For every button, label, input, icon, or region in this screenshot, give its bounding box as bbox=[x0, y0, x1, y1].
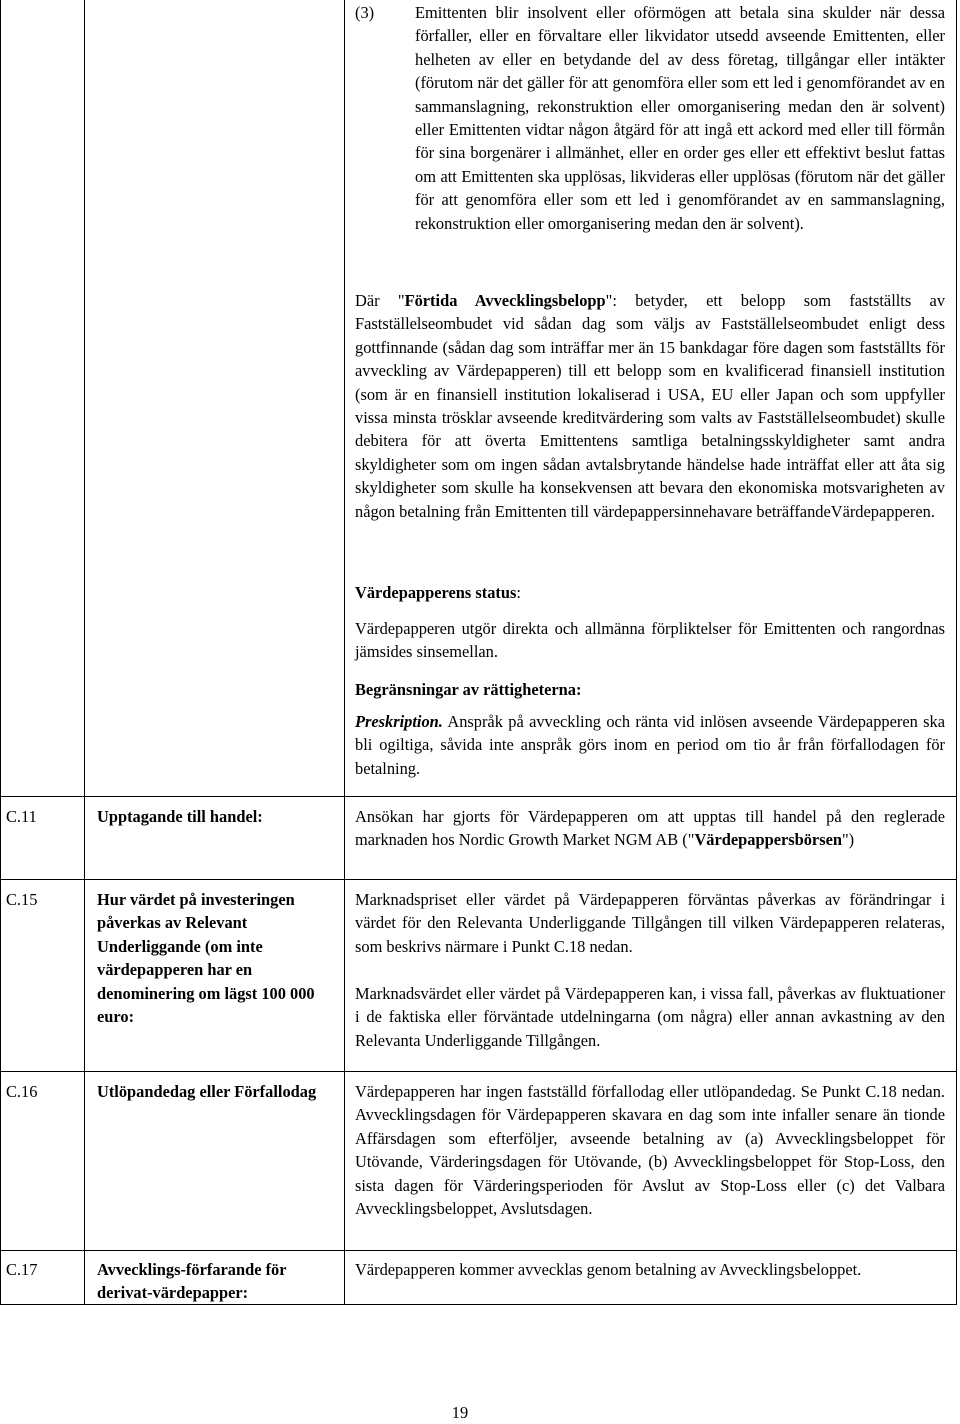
row-divider bbox=[0, 1071, 957, 1072]
restrictions-heading-text: Begränsningar av rättigheterna: bbox=[355, 680, 582, 699]
row-code: C.11 bbox=[6, 807, 37, 826]
restrictions-heading bbox=[355, 678, 945, 701]
row-code: C.17 bbox=[6, 1260, 38, 1279]
status-heading: Värdepapperens status: bbox=[355, 583, 521, 602]
row-content: Marknadspriset eller värdet på Värdepapperen förväntas påverkas av förändringar i värdet för den Relevanta Underliggande Tillgången till vilken Värdepapperen relateras, som beskrivs närmare i Punkt C.18 nedan. bbox=[355, 890, 945, 956]
definition-paragraph bbox=[355, 289, 945, 523]
table-label-column-border bbox=[344, 0, 345, 1305]
definition-prefix: Där " bbox=[355, 291, 405, 310]
list-item-number: (3) bbox=[355, 3, 375, 22]
row-label: Avvecklings-förfarande för derivat-värdepapper: bbox=[97, 1260, 287, 1303]
row-code: C.16 bbox=[6, 1082, 38, 1101]
table-right-border bbox=[956, 0, 957, 1305]
prescription-term: Preskription. bbox=[355, 712, 443, 731]
status-paragraph: Värdepapperen utgör direkta och allmänna förpliktelser för Emittenten och rangordnas jämsides sinsemellan. bbox=[355, 619, 945, 662]
status-heading-text: Värdepapperens status bbox=[355, 583, 517, 602]
row-label: Upptagande till handel: bbox=[97, 807, 263, 826]
list-item-text: Emittenten blir insolvent eller oförmögen att betala sina skulder när dessa förfaller, eller en förvaltare eller likvidator utsedd avseende Emittenten, eller helheten av eller en betydande del av dess företag, tillgångar eller intäkter (förutom när det gäller för att genomföra eller som ett led i genomförandet av en sammanslagning, rekonstruktion eller omorganisering medan den är solvent) eller Emittenten vidtar någon åtgärd för att ingå ett ackord med eller till förmån för sina borgenärer i allmänhet, eller en order ges eller ett effektivt beslut fattas om att Emittenten ska upplösas, likvideras eller upplösas (förutom när det gäller för att genomföra eller som ett led i genomförandet av en sammanslagning, rekonstruktion eller omorganisering medan den är solvent). bbox=[415, 3, 945, 233]
row-content: Värdepapperen kommer avvecklas genom betalning av Avvecklingsbeloppet. bbox=[355, 1260, 862, 1279]
row-code: C.15 bbox=[6, 890, 38, 909]
row-divider bbox=[0, 1250, 957, 1251]
row-divider bbox=[0, 879, 957, 880]
table-code-column-border bbox=[84, 0, 85, 1305]
definition-term: Förtida Avvecklingsbelopp bbox=[404, 291, 606, 310]
row-content: Värdepapperen har ingen fastställd förfallodag eller utlöpandedag. Se Punkt C.18 nedan. Avvecklingsdagen för Värdepapperen skavara en dag som inte infaller senare än tionde Affärsdagen som efterföljer, avseende betalning av (a) Avvecklingsbeloppet för Utövande, Värderingsdagen för Utövande, (b) Avvecklingsbeloppet för Stop-Loss, den sista dagen för Värderingsperioden för Avslut av Stop-Loss eller (c) det Valbara Avvecklingsbeloppet, Avslutsdagen. bbox=[355, 1082, 945, 1219]
row-content: Ansökan har gjorts för Värdepapperen om att upptas till handel på den reglerade marknaden hos Nordic Growth Market NGM AB ("Värdepappersbörsen") bbox=[355, 807, 945, 850]
table-left-border bbox=[0, 0, 1, 1305]
row-label: Hur värdet på investeringen påverkas av Relevant Underliggande (om inte värdepapperen har en denominering om lägst 100 000 euro: bbox=[97, 890, 315, 1027]
definition-text: ": betyder, ett belopp som fastställts av Fastställelseombudet vid sådan dag som väljs av Fastställelseombudet enligt dess gottfinnande (sådan dag som inträffar mer än 15 bankdagar före dagen som fastställts för avveckling av Värdepapperen) till ett belopp som en kvalificerad finansiell institution (som är en finansiell institution lokaliserad i USA, EU eller Japan och som uppfyller vissa minsta trösklar avseende kreditvärdering som valts av Fastställelseombudet) skulle debitera för att överta Emittentens samtliga betalningsskyldigheter samt andra skyldigheter som om ingen sådan avtalsbrytande händelse hade inträffat eller att åta sig skyldigheter som skulle ha konsekvensen att bevara den ekonomiska motsvarigheten av någon betalning från Emittenten till värdepappersinnehavare beträffandeVärdepapperen. bbox=[355, 291, 946, 521]
row-content: Marknadsvärdet eller värdet på Värdepapperen kan, i vissa fall, påverkas av fluktuationer i de faktiska eller förväntade utdelningarna (om några) eller annan avkastning av den Relevanta Underliggande Tillgången. bbox=[355, 984, 945, 1050]
restrictions-paragraph bbox=[355, 710, 945, 780]
prescription-text: Anspråk på avveckling och ränta vid inlösen avseende Värdepapperen ska bli ogiltiga, såvida inte anspråk görs inom en period om tio år från förfallodagen för betalning. bbox=[355, 712, 945, 778]
row-label: Utlöpandedag eller Förfallodag bbox=[97, 1082, 317, 1101]
row-divider bbox=[0, 796, 957, 797]
page-number: 19 bbox=[451, 1403, 469, 1422]
